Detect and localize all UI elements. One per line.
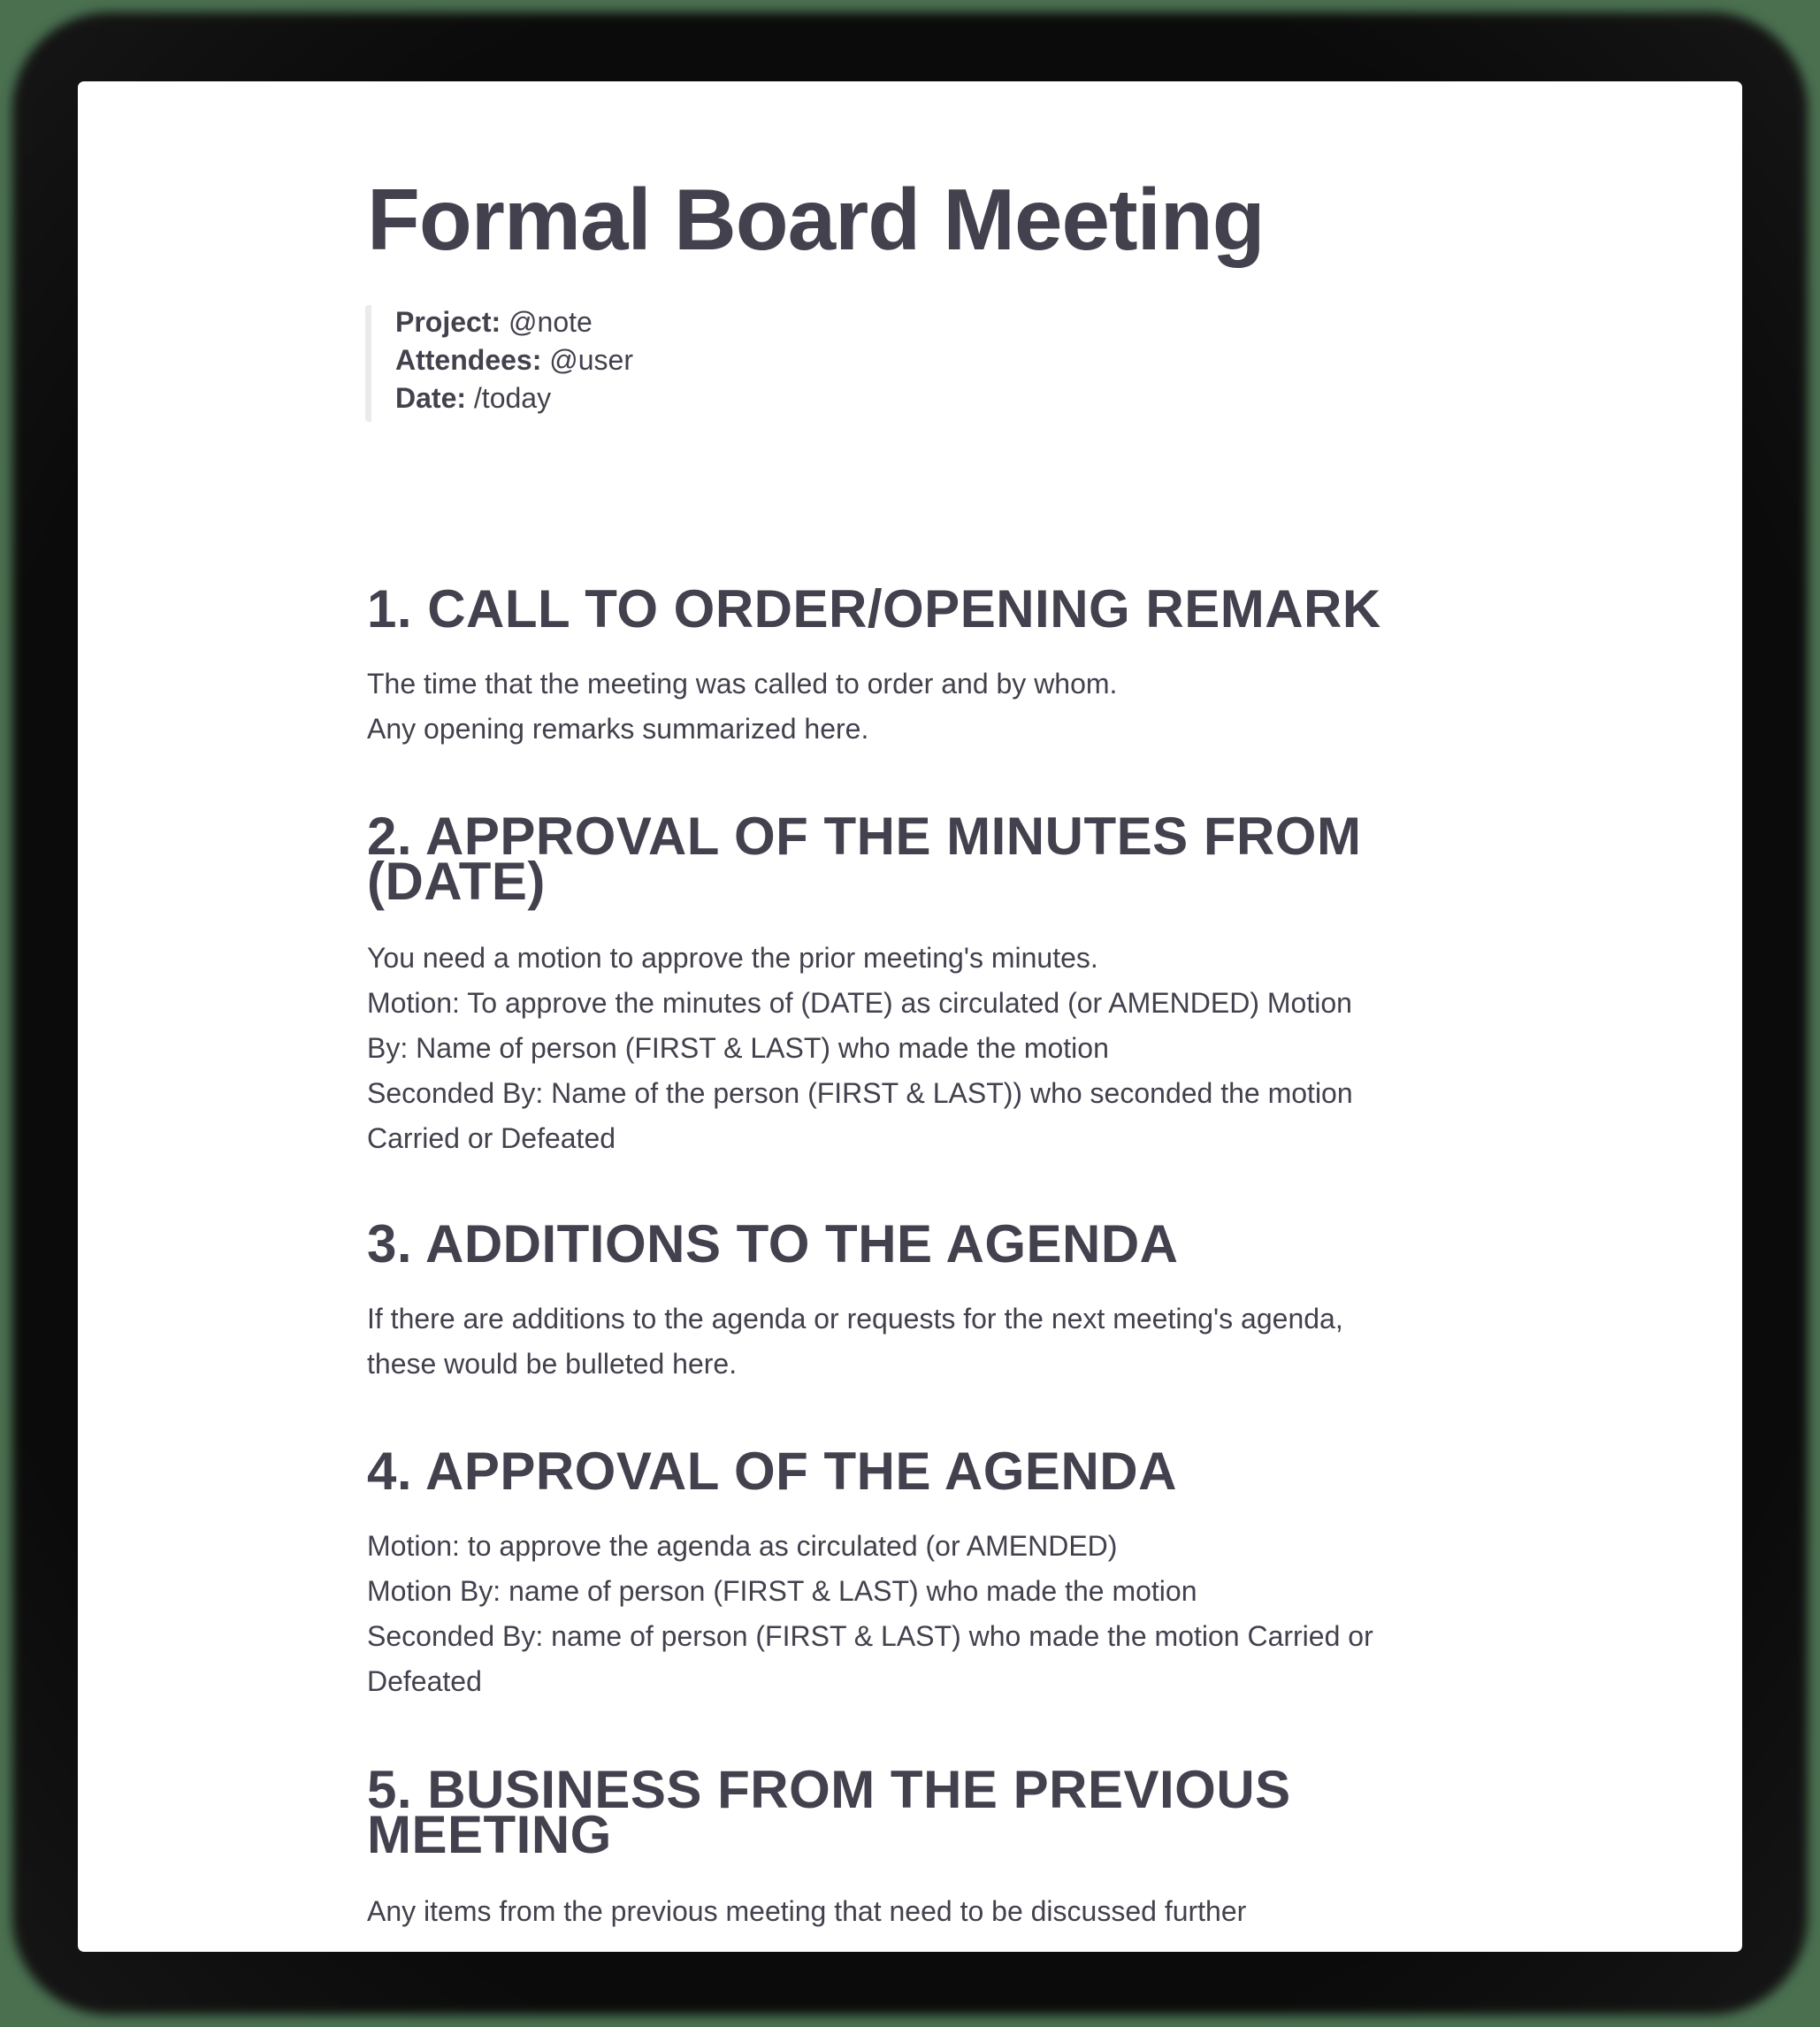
body-line: Motion: To approve the minutes of (DATE) as circulated (or AMENDED) Motion (367, 987, 1352, 1019)
project-mention[interactable]: @note (509, 306, 593, 338)
body-line: You need a motion to approve the prior meeting's minutes. (367, 942, 1098, 974)
meta-key: Attendees: (395, 344, 542, 376)
section-heading[interactable]: 5. BUSINESS FROM THE PREVIOUS MEETING (367, 1760, 1291, 1864)
page-title[interactable]: Formal Board Meeting (367, 171, 1265, 268)
section-call-to-order (367, 579, 1433, 752)
meta-key: Date: (395, 382, 467, 414)
section-body[interactable] (367, 1297, 1433, 1387)
section-body[interactable] (367, 936, 1433, 1161)
body-line: If there are additions to the agenda or requests for the next meeting's agenda, (367, 1303, 1343, 1335)
body-line: Defeated (367, 1665, 482, 1697)
body-line: these would be bulleted here. (367, 1348, 738, 1380)
meta-key: Project: (395, 306, 501, 338)
section-approval-of-minutes (367, 807, 1433, 1161)
section-business-from-previous-meeting (367, 1760, 1433, 1934)
body-line: Motion: to approve the agenda as circulated (or AMENDED) (367, 1530, 1118, 1562)
section-additions-to-agenda (367, 1214, 1433, 1387)
date-command[interactable]: /today (473, 382, 552, 414)
section-heading[interactable]: 1. CALL TO ORDER/OPENING REMARK (367, 579, 1381, 639)
body-line: By: Name of person (FIRST & LAST) who made the motion (367, 1032, 1109, 1064)
meta-blockquote[interactable] (365, 305, 633, 422)
body-line: Motion By: name of person (FIRST & LAST) who made the motion (367, 1575, 1197, 1607)
section-body[interactable] (367, 1889, 1433, 1934)
section-heading[interactable]: 4. APPROVAL OF THE AGENDA (367, 1442, 1177, 1501)
section-heading[interactable]: 2. APPROVAL OF THE MINUTES FROM (DATE) (367, 807, 1362, 911)
section-approval-of-agenda (367, 1442, 1433, 1704)
section-body[interactable] (367, 662, 1433, 752)
body-line: Seconded By: Name of the person (FIRST & LAST)) who seconded the motion (367, 1077, 1353, 1109)
section-body[interactable] (367, 1524, 1433, 1704)
body-line: Any opening remarks summarized here. (367, 713, 869, 745)
document-page (78, 81, 1742, 1952)
body-line: The time that the meeting was called to order and by whom. (367, 668, 1118, 700)
body-line: Carried or Defeated (367, 1122, 616, 1154)
body-line: Any items from the previous meeting that need to be discussed further (367, 1895, 1247, 1927)
attendees-mention[interactable]: @user (549, 344, 633, 376)
section-heading[interactable]: 3. ADDITIONS TO THE AGENDA (367, 1214, 1179, 1274)
body-line: Seconded By: name of person (FIRST & LAST) who made the motion Carried or (367, 1620, 1373, 1652)
